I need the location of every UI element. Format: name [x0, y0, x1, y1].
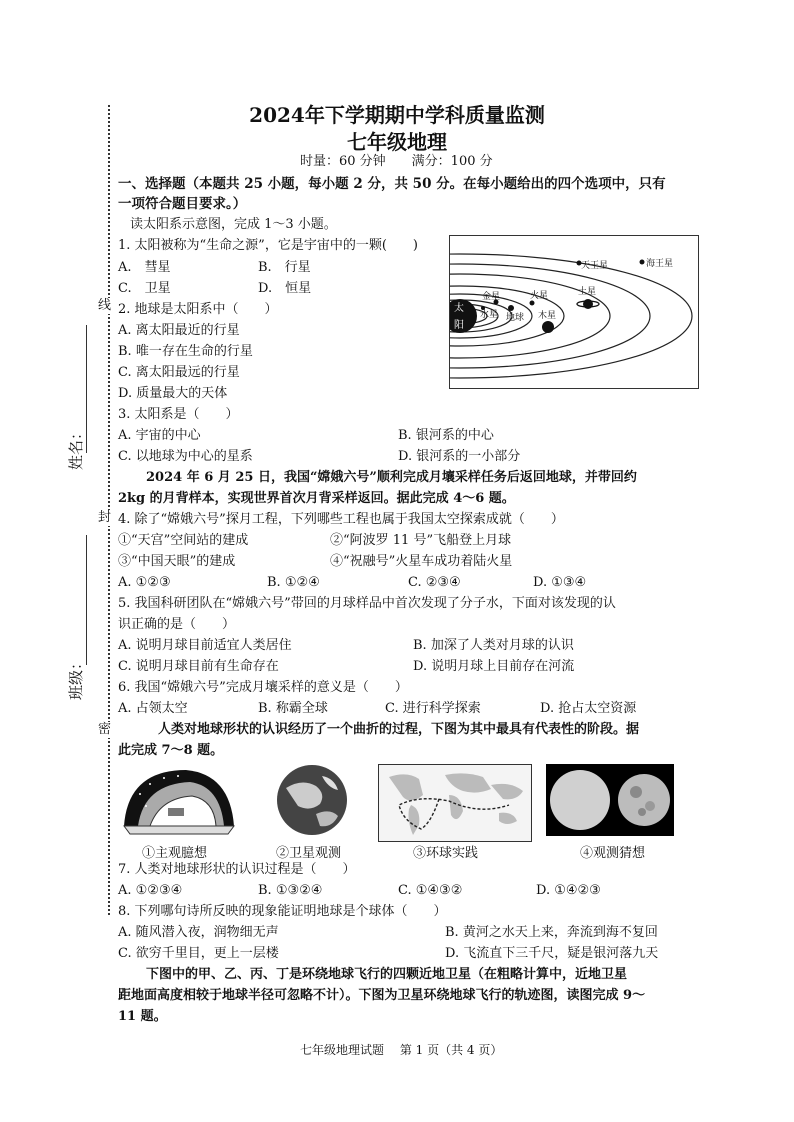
- q1-option-d: D. 恒星: [258, 281, 312, 296]
- q7-option-c: C. ①④③②: [398, 883, 463, 898]
- group2-intro: 2024 年 6 月 25 日，我国“嫦娥六号”顺利完成月壤采样任务后返回地球，并带回约: [146, 470, 637, 485]
- q2-option-b: B. 唯一存在生命的行星: [118, 344, 253, 359]
- planet-label-neptune: 海王星: [646, 259, 674, 269]
- q2-option-c: C. 离太阳最远的行星: [118, 365, 240, 380]
- caption-voyage: ③环球实践: [413, 846, 479, 861]
- binding-char-mi: 密: [98, 722, 112, 737]
- q4-stem: 4. 除了“嫦娥六号”探月工程，下列哪些工程也属于我国太空探索成就（ ）: [118, 512, 564, 527]
- class-label: 班级：: [67, 654, 85, 700]
- q3-option-a: A. 宇宙的中心: [118, 428, 201, 443]
- q3-option-d: D. 银河系的一小部分: [398, 449, 521, 464]
- q7-option-b: B. ①③②④: [258, 883, 323, 898]
- q4-item-1: ①“天宫”空间站的建成: [118, 533, 249, 548]
- figure-world-voyage-map: [378, 764, 532, 842]
- q8-option-a: A. 随风潜入夜，润物细无声: [118, 925, 279, 940]
- exam-meta: 时量：60 分钟 满分：100 分: [300, 154, 493, 169]
- q8-option-b: B. 黄河之水天上来，奔流到海不复回: [445, 925, 658, 940]
- q3-stem: 3. 太阳系是（ ）: [118, 407, 239, 422]
- sun-label-1: 太: [454, 303, 464, 314]
- q4-option-d: D. ①③④: [533, 575, 587, 590]
- q4-item-4: ④“祝融号”火星车成功着陆火星: [330, 554, 513, 569]
- planet-label-venus: 金星: [482, 292, 501, 302]
- figure-satellite-earth: [276, 764, 348, 836]
- q1-option-c: C. 卫星: [118, 281, 171, 296]
- q4-item-3: ③“中国天眼”的建成: [118, 554, 236, 569]
- planet-label-mars: 火星: [530, 291, 549, 301]
- q6-stem: 6. 我国“嫦娥六号”完成月壤采样的意义是（ ）: [118, 680, 408, 695]
- q5-option-b: B. 加深了人类对月球的认识: [413, 638, 574, 653]
- q5-option-a: A. 说明月球目前适宜人类居住: [118, 638, 292, 653]
- q1-stem: 1. 太阳被称为“生命之源”，它是宇宙中的一颗( ): [118, 238, 418, 253]
- q7-stem: 7. 人类对地球形状的认识过程是（ ）: [118, 862, 356, 877]
- section-heading-cont: 一项符合题目要求。）: [118, 196, 247, 212]
- name-label: 姓名：: [67, 424, 85, 470]
- name-blank-line: [86, 325, 87, 453]
- q3-option-c: C. 以地球为中心的星系: [118, 449, 253, 464]
- q4-option-b: B. ①②④: [267, 575, 320, 590]
- q4-option-c: C. ②③④: [408, 575, 461, 590]
- binding-char-feng: 封: [98, 510, 112, 525]
- q8-stem: 8. 下列哪句诗所反映的现象能证明地球是个球体（ ）: [118, 904, 447, 919]
- group4-intro: 下图中的甲、乙、丙、丁是环绕地球飞行的四颗近地卫星（在粗略计算中，近地卫星: [146, 967, 628, 982]
- sun-label-2: 阳: [454, 320, 464, 331]
- caption-subjective: ①主观臆想: [142, 846, 208, 861]
- q2-option-d: D. 质量最大的天体: [118, 386, 228, 401]
- planet-label-uranus: 天王星: [581, 261, 609, 271]
- group3-intro: 人类对地球形状的认识经历了一个曲折的过程，下图为其中最具有代表性的阶段。据: [158, 722, 640, 737]
- q4-option-a: A. ①②③: [118, 575, 171, 590]
- q6-option-c: C. 进行科学探索: [385, 701, 481, 716]
- q5-stem-cont: 识正确的是（ ）: [118, 617, 236, 632]
- q2-stem: 2. 地球是太阳系中（ ）: [118, 302, 278, 317]
- group1-intro: 读太阳系示意图，完成 1～3 小题。: [130, 217, 337, 232]
- figure-subjective-dome: [120, 764, 238, 836]
- q1-option-a: A. 彗星: [118, 260, 171, 275]
- caption-observation: ④观测猜想: [580, 846, 646, 861]
- exam-subtitle: 七年级地理: [347, 130, 447, 154]
- group4-intro-cont: 距地面高度相较于地球半径可忽略不计）。下图为卫星环绕地球飞行的轨迹图，读图完成 9～: [118, 988, 646, 1003]
- group4-intro-end: 11 题。: [118, 1009, 167, 1024]
- planet-label-mercury: 水星: [480, 310, 499, 320]
- group2-intro-cont: 2kg 的月背样本，实现世界首次月背采样返回。据此完成 4～6 题。: [118, 491, 515, 506]
- planet-label-jupiter: 木星: [538, 311, 557, 321]
- q4-item-2: ②“阿波罗 11 号”飞船登上月球: [330, 533, 512, 548]
- q3-option-b: B. 银河系的中心: [398, 428, 494, 443]
- binding-char-xian: 线: [98, 298, 112, 313]
- q8-option-c: C. 欲穷千里目，更上一层楼: [118, 946, 279, 961]
- q5-option-d: D. 说明月球上目前存在河流: [413, 659, 575, 674]
- q5-stem: 5. 我国科研团队在“嫦娥六号”带回的月球样品中首次发现了分子水，下面对该发现的认: [118, 596, 616, 611]
- caption-satellite: ②卫星观测: [276, 846, 342, 861]
- q6-option-a: A. 占领太空: [118, 701, 188, 716]
- planet-label-saturn: 土星: [578, 287, 597, 297]
- exam-title: 2024年下学期期中学科质量监测: [249, 103, 545, 127]
- q8-option-d: D. 飞流直下三千尺，疑是银河落九天: [445, 946, 659, 961]
- figure-eclipse-sun-moon: [546, 764, 674, 836]
- group3-intro-cont: 此完成 7～8 题。: [118, 743, 224, 758]
- q2-option-a: A. 离太阳最近的行星: [118, 323, 240, 338]
- q1-option-b: B. 行星: [258, 260, 311, 275]
- q7-option-d: D. ①④②③: [536, 883, 601, 898]
- q6-option-d: D. 抢占太空资源: [540, 701, 637, 716]
- page-footer: 七年级地理试题 第 1 页（共 4 页）: [300, 1043, 503, 1057]
- q5-option-c: C. 说明月球目前有生命存在: [118, 659, 279, 674]
- solar-system-diagram: [449, 235, 699, 389]
- section-heading: 一、选择题（本题共 25 小题，每小题 2 分，共 50 分。在每小题给出的四个选项中，只有: [118, 176, 666, 192]
- q7-option-a: A. ①②③④: [118, 883, 183, 898]
- class-blank-line: [86, 535, 87, 665]
- planet-label-earth: 地球: [506, 313, 525, 323]
- q6-option-b: B. 称霸全球: [258, 701, 328, 716]
